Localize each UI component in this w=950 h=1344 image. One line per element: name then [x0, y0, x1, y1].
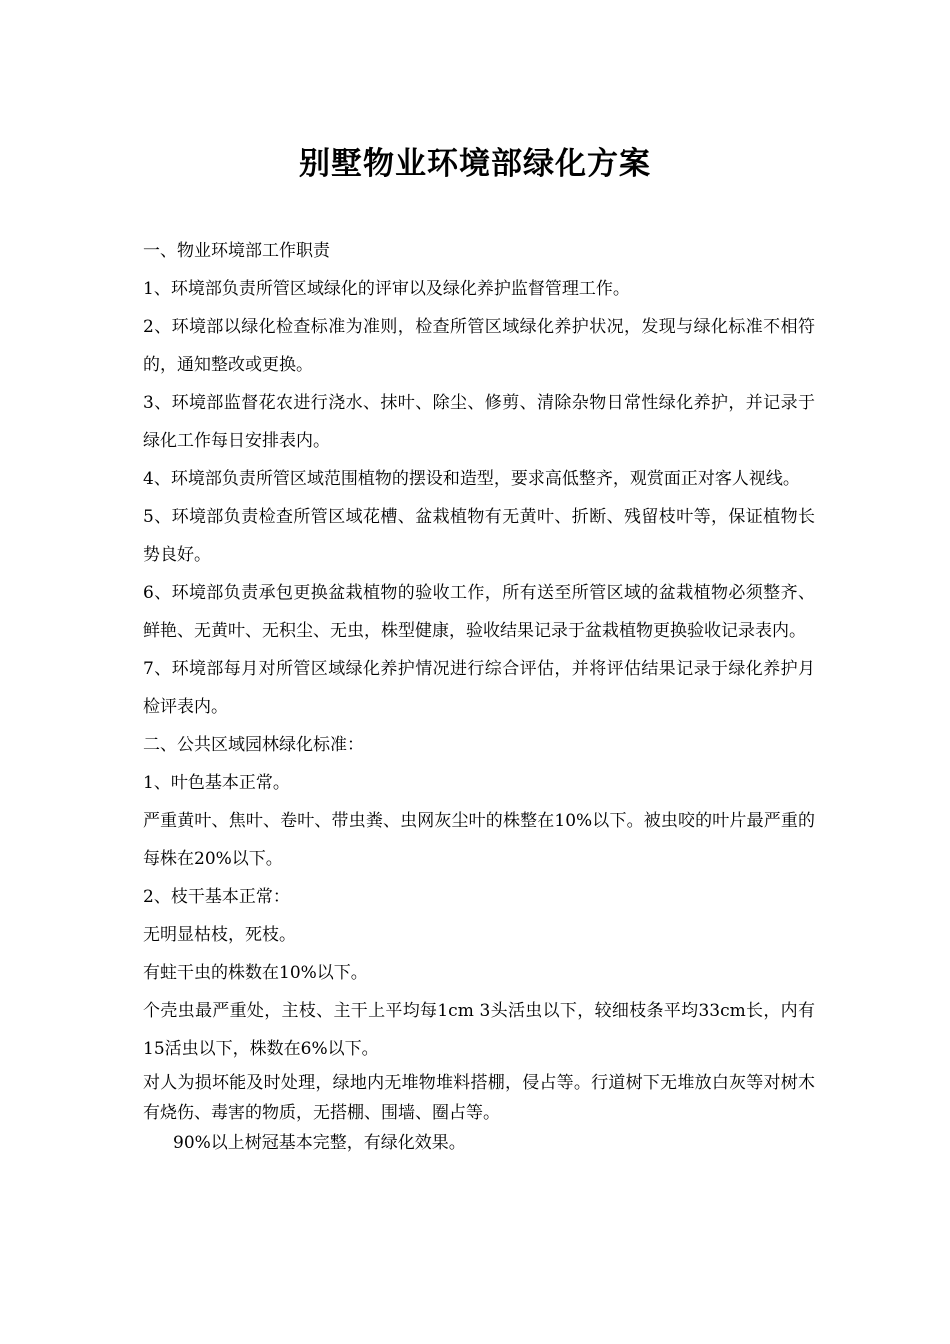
document-body: [143, 232, 815, 1158]
canopy-line: 90%以上树冠基本完整，有绿化效果。: [173, 1133, 466, 1153]
duty-item-2: 2、环境部以绿化检查标准为准则，检查所管区域绿化养护状况，发现与绿化标准不相符的，通知整改或更换。: [143, 317, 815, 375]
branch-heading: 2、枝干基本正常：: [143, 887, 290, 907]
duty-item-6: 6、环境部负责承包更换盆栽植物的验收工作，所有送至所管区域的盆栽植物必须整齐、鲜艳、无黄叶、无积尘、无虫，株型健康，验收结果记录于盆栽植物更换验收记录表内。: [143, 583, 815, 641]
duty-item-4: 4、环境部负责所管区域范围植物的摆设和造型，要求高低整齐，观赏面正对客人视线。: [143, 469, 800, 489]
branch-line-1: 无明显枯枝，死枝。: [143, 925, 296, 945]
leaf-text: 严重黄叶、焦叶、卷叶、带虫粪、虫网灰尘叶的株整在10%以下。被虫咬的叶片最严重的每株在20%以下。: [143, 811, 815, 869]
leaf-heading: 1、叶色基本正常。: [143, 773, 290, 793]
section-heading-duties: 一、物业环境部工作职责: [143, 241, 330, 261]
section-heading-standards: 二、公共区域园林绿化标准：: [143, 735, 364, 755]
branch-line-2: 有蛀干虫的株数在10%以下。: [143, 963, 368, 983]
duty-item-1: 1、环境部负责所管区域绿化的评审以及绿化养护监督管理工作。: [143, 279, 630, 299]
branch-line-3: 个壳虫最严重处，主枝、主干上平均每1cm 3头活虫以下，较细枝条平均33cm长，内有15活虫以下，株数在6%以下。: [143, 1001, 815, 1059]
document-title: 别墅物业环境部绿化方案: [299, 146, 651, 182]
duty-item-3: 3、环境部监督花农进行浇水、抹叶、除尘、修剪、清除杂物日常性绿化养护，并记录于绿化工作每日安排表内。: [143, 393, 815, 451]
branch-line-4: 对人为损坏能及时处理，绿地内无堆物堆料搭棚，侵占等。行道树下无堆放白灰等对树木有烧伤、毒害的物质，无搭棚、围墙、圈占等。: [143, 1073, 815, 1123]
duty-item-5: 5、环境部负责检查所管区域花槽、盆栽植物有无黄叶、折断、残留枝叶等，保证植物长势良好。: [143, 507, 815, 565]
duty-item-7: 7、环境部每月对所管区域绿化养护情况进行综合评估，并将评估结果记录于绿化养护月检评表内。: [143, 659, 815, 717]
